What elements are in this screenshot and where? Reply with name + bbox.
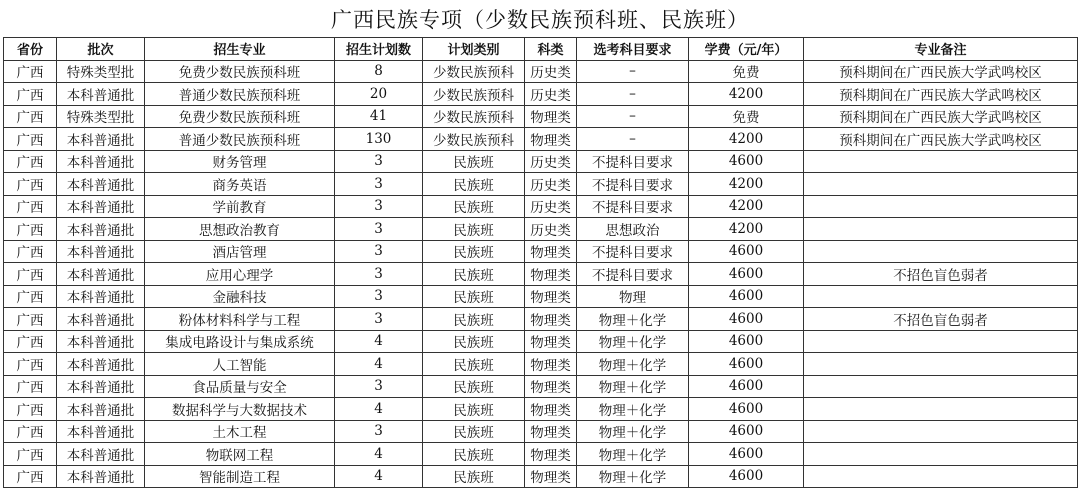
cell-batch: 本科普通批 xyxy=(57,353,145,376)
cell-province: 广西 xyxy=(4,150,57,173)
cell-plan-count: 3 xyxy=(335,240,423,263)
table-row xyxy=(4,420,1078,443)
cell-plan-type: 少数民族预科 xyxy=(423,83,525,106)
cell-subject-track: 物理类 xyxy=(525,285,577,308)
cell-major-note xyxy=(804,443,1078,466)
cell-plan-count: 3 xyxy=(335,375,423,398)
cell-major: 粉体材料科学与工程 xyxy=(145,308,335,331)
table-row xyxy=(4,173,1078,196)
cell-subject-requirement: – xyxy=(577,83,689,106)
cell-tuition: 4600 xyxy=(689,353,804,376)
cell-plan-count: 4 xyxy=(335,398,423,421)
cell-tuition: 4600 xyxy=(689,150,804,173)
cell-major: 智能制造工程 xyxy=(145,465,335,488)
cell-subject-track: 物理类 xyxy=(525,420,577,443)
cell-tuition: 4600 xyxy=(689,420,804,443)
cell-major-note xyxy=(804,330,1078,353)
cell-plan-count: 130 xyxy=(335,128,423,151)
cell-batch: 特殊类型批 xyxy=(57,105,145,128)
cell-major-note xyxy=(804,195,1078,218)
page-title: 广西民族专项（少数民族预科班、民族班） xyxy=(331,8,749,32)
cell-major: 商务英语 xyxy=(145,173,335,196)
cell-batch: 本科普通批 xyxy=(57,285,145,308)
cell-batch: 本科普通批 xyxy=(57,398,145,421)
cell-tuition: 4600 xyxy=(689,240,804,263)
cell-subject-track: 物理类 xyxy=(525,330,577,353)
cell-plan-count: 3 xyxy=(335,263,423,286)
cell-subject-track: 物理类 xyxy=(525,240,577,263)
table-row xyxy=(4,105,1078,128)
cell-province: 广西 xyxy=(4,218,57,241)
cell-tuition: 4600 xyxy=(689,375,804,398)
cell-province: 广西 xyxy=(4,105,57,128)
cell-major: 酒店管理 xyxy=(145,240,335,263)
cell-subject-requirement: 物理 xyxy=(577,285,689,308)
cell-major-note: 预科期间在广西民族大学武鸣校区 xyxy=(804,128,1078,151)
cell-plan-count: 3 xyxy=(335,150,423,173)
cell-subject-requirement: 不提科目要求 xyxy=(577,150,689,173)
cell-major-note: 不招色盲色弱者 xyxy=(804,263,1078,286)
cell-major: 金融科技 xyxy=(145,285,335,308)
cell-province: 广西 xyxy=(4,285,57,308)
cell-plan-count: 3 xyxy=(335,285,423,308)
cell-tuition: 4200 xyxy=(689,83,804,106)
cell-province: 广西 xyxy=(4,60,57,83)
cell-subject-track: 物理类 xyxy=(525,398,577,421)
cell-subject-track: 物理类 xyxy=(525,308,577,331)
cell-subject-track: 物理类 xyxy=(525,353,577,376)
cell-major-note xyxy=(804,353,1078,376)
cell-major: 集成电路设计与集成系统 xyxy=(145,330,335,353)
cell-major-note xyxy=(804,173,1078,196)
table-row xyxy=(4,308,1078,331)
table-header-row xyxy=(4,38,1078,61)
cell-province: 广西 xyxy=(4,173,57,196)
cell-province: 广西 xyxy=(4,465,57,488)
cell-tuition: 4200 xyxy=(689,195,804,218)
cell-subject-requirement: 物理＋化学 xyxy=(577,465,689,488)
cell-province: 广西 xyxy=(4,375,57,398)
cell-subject-requirement: 物理＋化学 xyxy=(577,398,689,421)
cell-batch: 本科普通批 xyxy=(57,330,145,353)
cell-subject-track: 历史类 xyxy=(525,218,577,241)
cell-subject-track: 物理类 xyxy=(525,105,577,128)
cell-major: 财务管理 xyxy=(145,150,335,173)
header-tuition: 学费（元/年） xyxy=(689,38,804,61)
cell-batch: 本科普通批 xyxy=(57,375,145,398)
cell-subject-requirement: 不提科目要求 xyxy=(577,173,689,196)
cell-plan-type: 民族班 xyxy=(423,330,525,353)
cell-subject-track: 物理类 xyxy=(525,128,577,151)
cell-major: 物联网工程 xyxy=(145,443,335,466)
cell-subject-requirement: 物理＋化学 xyxy=(577,420,689,443)
cell-batch: 本科普通批 xyxy=(57,150,145,173)
table-row xyxy=(4,150,1078,173)
table-row xyxy=(4,398,1078,421)
cell-plan-type: 民族班 xyxy=(423,353,525,376)
cell-major: 应用心理学 xyxy=(145,263,335,286)
header-batch: 批次 xyxy=(57,38,145,61)
table-row xyxy=(4,465,1078,488)
cell-province: 广西 xyxy=(4,420,57,443)
cell-plan-type: 民族班 xyxy=(423,375,525,398)
cell-plan-type: 民族班 xyxy=(423,398,525,421)
cell-subject-requirement: 物理＋化学 xyxy=(577,353,689,376)
table-row xyxy=(4,263,1078,286)
cell-province: 广西 xyxy=(4,308,57,331)
cell-major: 土木工程 xyxy=(145,420,335,443)
cell-plan-count: 20 xyxy=(335,83,423,106)
cell-province: 广西 xyxy=(4,443,57,466)
cell-major: 免费少数民族预科班 xyxy=(145,105,335,128)
table-row xyxy=(4,83,1078,106)
cell-plan-type: 少数民族预科 xyxy=(423,105,525,128)
cell-plan-count: 4 xyxy=(335,330,423,353)
header-major-note: 专业备注 xyxy=(804,38,1078,61)
cell-subject-track: 物理类 xyxy=(525,443,577,466)
cell-subject-track: 物理类 xyxy=(525,465,577,488)
cell-tuition: 4600 xyxy=(689,263,804,286)
cell-tuition: 4600 xyxy=(689,398,804,421)
cell-subject-track: 物理类 xyxy=(525,375,577,398)
header-subject-track: 科类 xyxy=(525,38,577,61)
cell-province: 广西 xyxy=(4,240,57,263)
cell-subject-requirement: – xyxy=(577,105,689,128)
cell-major-note: 预科期间在广西民族大学武鸣校区 xyxy=(804,60,1078,83)
cell-province: 广西 xyxy=(4,398,57,421)
cell-plan-type: 少数民族预科 xyxy=(423,128,525,151)
cell-plan-count: 3 xyxy=(335,173,423,196)
cell-major: 食品质量与安全 xyxy=(145,375,335,398)
cell-subject-requirement: – xyxy=(577,60,689,83)
cell-plan-count: 4 xyxy=(335,465,423,488)
cell-plan-type: 民族班 xyxy=(423,420,525,443)
cell-plan-type: 民族班 xyxy=(423,443,525,466)
header-major: 招生专业 xyxy=(145,38,335,61)
table-row xyxy=(4,443,1078,466)
cell-major-note xyxy=(804,285,1078,308)
cell-major: 学前教育 xyxy=(145,195,335,218)
cell-province: 广西 xyxy=(4,195,57,218)
cell-subject-requirement: 不提科目要求 xyxy=(577,195,689,218)
cell-plan-type: 民族班 xyxy=(423,263,525,286)
cell-batch: 本科普通批 xyxy=(57,240,145,263)
cell-plan-type: 少数民族预科 xyxy=(423,60,525,83)
cell-tuition: 4600 xyxy=(689,465,804,488)
table-row xyxy=(4,240,1078,263)
cell-major: 普通少数民族预科班 xyxy=(145,83,335,106)
cell-plan-type: 民族班 xyxy=(423,465,525,488)
header-subject-requirement: 选考科目要求 xyxy=(577,38,689,61)
cell-subject-requirement: 物理＋化学 xyxy=(577,375,689,398)
cell-subject-requirement: 不提科目要求 xyxy=(577,263,689,286)
cell-tuition: 4200 xyxy=(689,173,804,196)
cell-batch: 特殊类型批 xyxy=(57,60,145,83)
cell-major-note xyxy=(804,150,1078,173)
table-row xyxy=(4,330,1078,353)
cell-plan-count: 3 xyxy=(335,218,423,241)
cell-major-note xyxy=(804,240,1078,263)
cell-batch: 本科普通批 xyxy=(57,218,145,241)
cell-tuition: 4600 xyxy=(689,308,804,331)
cell-plan-type: 民族班 xyxy=(423,240,525,263)
cell-major-note: 预科期间在广西民族大学武鸣校区 xyxy=(804,105,1078,128)
cell-plan-type: 民族班 xyxy=(423,308,525,331)
cell-subject-requirement: 物理＋化学 xyxy=(577,308,689,331)
cell-plan-type: 民族班 xyxy=(423,173,525,196)
cell-batch: 本科普通批 xyxy=(57,83,145,106)
cell-province: 广西 xyxy=(4,330,57,353)
cell-plan-count: 3 xyxy=(335,195,423,218)
cell-subject-track: 物理类 xyxy=(525,263,577,286)
cell-tuition: 4600 xyxy=(689,285,804,308)
cell-plan-count: 41 xyxy=(335,105,423,128)
cell-major-note xyxy=(804,218,1078,241)
cell-batch: 本科普通批 xyxy=(57,420,145,443)
cell-plan-type: 民族班 xyxy=(423,285,525,308)
cell-subject-requirement: – xyxy=(577,128,689,151)
cell-province: 广西 xyxy=(4,353,57,376)
cell-batch: 本科普通批 xyxy=(57,263,145,286)
cell-batch: 本科普通批 xyxy=(57,465,145,488)
cell-plan-count: 4 xyxy=(335,353,423,376)
cell-plan-type: 民族班 xyxy=(423,218,525,241)
cell-province: 广西 xyxy=(4,263,57,286)
cell-major-note xyxy=(804,398,1078,421)
cell-major-note xyxy=(804,465,1078,488)
header-province: 省份 xyxy=(4,38,57,61)
cell-subject-requirement: 物理＋化学 xyxy=(577,330,689,353)
cell-major-note: 预科期间在广西民族大学武鸣校区 xyxy=(804,83,1078,106)
cell-province: 广西 xyxy=(4,83,57,106)
cell-major-note xyxy=(804,375,1078,398)
cell-tuition: 免费 xyxy=(689,105,804,128)
cell-plan-type: 民族班 xyxy=(423,195,525,218)
cell-tuition: 免费 xyxy=(689,60,804,83)
cell-subject-track: 历史类 xyxy=(525,150,577,173)
cell-major: 普通少数民族预科班 xyxy=(145,128,335,151)
table-row xyxy=(4,218,1078,241)
cell-subject-track: 历史类 xyxy=(525,60,577,83)
cell-plan-count: 3 xyxy=(335,420,423,443)
cell-major-note xyxy=(804,420,1078,443)
cell-major: 数据科学与大数据技术 xyxy=(145,398,335,421)
cell-subject-track: 历史类 xyxy=(525,195,577,218)
cell-plan-count: 4 xyxy=(335,443,423,466)
cell-major-note: 不招色盲色弱者 xyxy=(804,308,1078,331)
cell-plan-count: 3 xyxy=(335,308,423,331)
cell-subject-requirement: 物理＋化学 xyxy=(577,443,689,466)
table-row xyxy=(4,128,1078,151)
cell-tuition: 4200 xyxy=(689,128,804,151)
cell-batch: 本科普通批 xyxy=(57,308,145,331)
cell-batch: 本科普通批 xyxy=(57,128,145,151)
table-row xyxy=(4,60,1078,83)
table-row xyxy=(4,375,1078,398)
cell-subject-requirement: 思想政治 xyxy=(577,218,689,241)
cell-batch: 本科普通批 xyxy=(57,443,145,466)
table-row xyxy=(4,195,1078,218)
header-plan-count: 招生计划数 xyxy=(335,38,423,61)
table-row xyxy=(4,285,1078,308)
admission-sheet xyxy=(3,3,1077,497)
cell-subject-requirement: 不提科目要求 xyxy=(577,240,689,263)
table-row xyxy=(4,353,1078,376)
cell-plan-count: 8 xyxy=(335,60,423,83)
cell-tuition: 4200 xyxy=(689,218,804,241)
cell-major: 免费少数民族预科班 xyxy=(145,60,335,83)
cell-major: 人工智能 xyxy=(145,353,335,376)
cell-tuition: 4600 xyxy=(689,330,804,353)
cell-subject-track: 历史类 xyxy=(525,173,577,196)
table-body xyxy=(4,60,1078,488)
admission-plan-table xyxy=(3,37,1078,488)
cell-province: 广西 xyxy=(4,128,57,151)
header-plan-type: 计划类别 xyxy=(423,38,525,61)
cell-major: 思想政治教育 xyxy=(145,218,335,241)
cell-subject-track: 历史类 xyxy=(525,83,577,106)
cell-batch: 本科普通批 xyxy=(57,195,145,218)
cell-batch: 本科普通批 xyxy=(57,173,145,196)
cell-plan-type: 民族班 xyxy=(423,150,525,173)
cell-tuition: 4600 xyxy=(689,443,804,466)
